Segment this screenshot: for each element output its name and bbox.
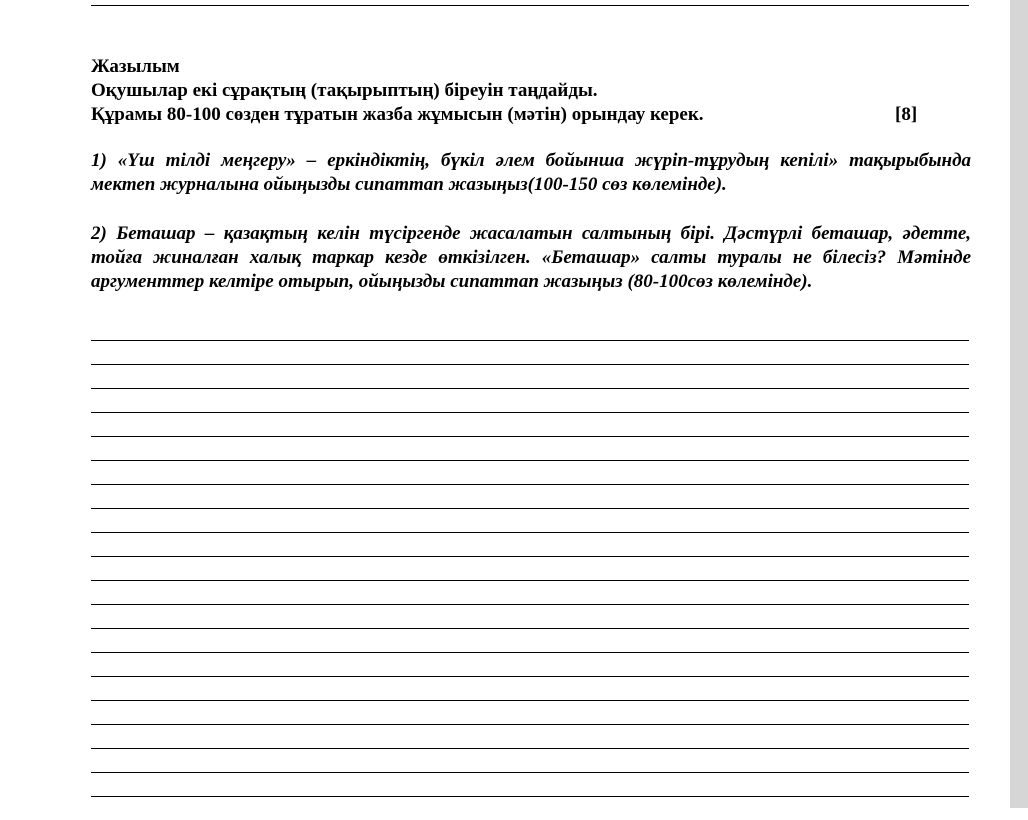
writing-line[interactable] [91,748,969,772]
writing-line[interactable] [91,580,969,604]
task-2-number: 2) [91,223,107,244]
instruction-line-1: Оқушылар екі сұрақтың (тақырыптың) біреуін таңдайды. [91,80,598,101]
writing-line[interactable] [91,652,969,676]
task-1-number: 1) [91,150,107,171]
writing-line[interactable] [91,532,969,556]
instruction-line-2: Құрамы 80-100 сөзден тұратын жазба жұмысын (мәтін) орындау керек. [91,104,704,125]
writing-line[interactable] [91,556,969,580]
writing-line[interactable] [91,676,969,700]
top-rule [91,5,969,6]
writing-line[interactable] [91,340,969,364]
task-1-text: «Үш тілді меңгеру» – еркіндіктің, бүкіл әлем бойынша жүріп-тұрудың кепілі» тақырыбында мектеп журналына ойыңызды сипаттап жазыңыз(100-150 сөз көлемінде). [91,150,972,195]
writing-line[interactable] [91,412,969,436]
task-2 [91,222,971,294]
task-2-text: Беташар – қазақтың келін түсіргенде жасалатын салтының бірі. Дәстүрлі беташар, әдетте, тойға жиналған халық таркар кезде өткізілген. «Беташар» салты туралы не білесіз? Мәтінде аргументтер келтіре отырып, ойыңызды сипаттап жазыңыз (80-100сөз көлемінде). [91,223,972,292]
writing-line[interactable] [91,436,969,460]
writing-line[interactable] [91,604,969,628]
task-1 [91,149,971,197]
writing-line[interactable] [91,628,969,652]
writing-line[interactable] [91,796,969,820]
score-points: [8] [895,104,918,125]
header-block [91,55,971,127]
writing-line[interactable] [91,460,969,484]
writing-line[interactable] [91,772,969,796]
writing-line[interactable] [91,388,969,412]
writing-lines[interactable] [91,340,969,820]
writing-line[interactable] [91,484,969,508]
section-title: Жазылым [91,56,180,77]
writing-line[interactable] [91,508,969,532]
viewer-gutter [1010,0,1028,808]
writing-line[interactable] [91,700,969,724]
writing-line[interactable] [91,724,969,748]
writing-line[interactable] [91,364,969,388]
